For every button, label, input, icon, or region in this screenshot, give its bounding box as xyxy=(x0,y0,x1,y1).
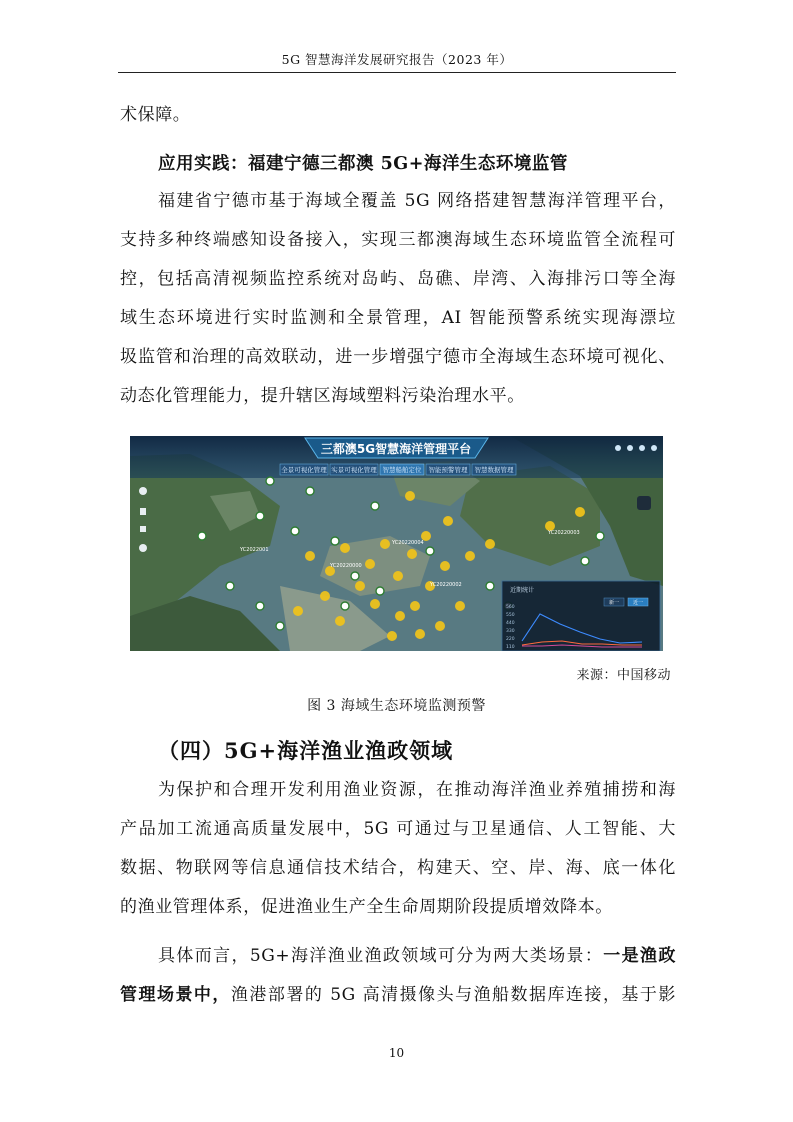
fishery-line-3: 数据、物联网等信息通信技术结合，构建天、空、岸、海、底一体化 xyxy=(120,858,676,878)
home-icon[interactable] xyxy=(615,445,621,451)
grid-view-icon[interactable] xyxy=(637,496,651,510)
case-heading: 应用实践：福建宁德三都澳 5G+海洋生态环境监管 xyxy=(158,154,568,174)
scenario-line-1-text: 具体而言，5G+海洋渔业渔政领域可分为两大类场景： xyxy=(158,946,604,966)
map-label-4: YC20220003 xyxy=(548,530,580,536)
lead-paragraph xyxy=(120,96,676,135)
stats-panel xyxy=(502,581,660,651)
stats-y-tick-2: 550 xyxy=(506,613,515,618)
scenario-line-2-bold: 管理场景中， xyxy=(120,985,231,1005)
map-label-1: YC20220000 xyxy=(330,563,362,569)
power-icon[interactable] xyxy=(651,445,657,451)
stats-y-tick-4: 330 xyxy=(506,629,515,634)
stats-y-tick-1: 560 xyxy=(506,605,515,610)
map-label-5: YC2022001 xyxy=(240,547,269,553)
fishery-paragraph xyxy=(120,771,676,927)
scenario-line-1-bold: 一是渔政 xyxy=(603,946,676,966)
case-line-2: 支持多种终端感知设备接入，实现三都澳海域生态环境监管全流程可 xyxy=(120,230,676,250)
figure-source: 来源：中国移动 xyxy=(576,668,671,683)
case-line-6: 动态化管理能力，提升辖区海域塑料污染治理水平。 xyxy=(120,386,525,406)
page-header: 5G 智慧海洋发展研究报告（2023 年） xyxy=(281,52,513,67)
figure-caption: 图 3 海域生态环境监测预警 xyxy=(307,698,486,714)
case-line-1: 福建省宁德市基于海域全覆盖 5G 网络搭建智慧海洋管理平台， xyxy=(158,191,676,211)
fishery-line-1: 为保护和合理开发利用渔业资源，在推动海洋渔业养殖捕捞和海 xyxy=(158,780,676,800)
scenario-line-1 xyxy=(120,937,676,976)
user-icon[interactable] xyxy=(639,445,645,451)
edit-icon[interactable] xyxy=(140,508,146,515)
stats-y-tick-3: 440 xyxy=(506,621,515,626)
page-number: 10 xyxy=(388,1046,405,1060)
fishery-line-4: 的渔业管理体系，促进渔业生产全生命周期阶段提质增效降本。 xyxy=(120,897,613,917)
measure-icon[interactable] xyxy=(140,526,146,532)
stats-panel-title: 近期统计 xyxy=(510,587,535,594)
scenario-line-2-text: 渔港部署的 5G 高清摄像头与渔船数据库连接，基于影 xyxy=(230,985,676,1005)
case-line-4: 域生态环境进行实时监测和全景管理，AI 智能预警系统实现海漂垃 xyxy=(120,308,676,328)
scenario-line-2 xyxy=(120,976,676,1015)
scenario-paragraph xyxy=(120,937,676,1015)
stats-y-tick-5: 220 xyxy=(506,637,515,642)
settings-icon[interactable] xyxy=(627,445,633,451)
tab-live-label: 实景可视化管理 xyxy=(331,466,377,474)
lead-line: 术保障。 xyxy=(120,105,191,125)
case-line-5: 圾监管和治理的高效联动，进一步增强宁德市全海域生态环境可视化、 xyxy=(120,347,676,367)
locate-icon[interactable] xyxy=(139,544,147,552)
platform-title: 三都澳5G智慧海洋管理平台 xyxy=(320,442,472,456)
case-line-3: 控，包括高清视频监控系统对岛屿、岛礁、岸湾、入海排污口等全海 xyxy=(120,269,676,289)
stats-button-1-label: 新一 xyxy=(608,600,620,606)
platform-map xyxy=(130,436,663,651)
section-heading: （四）5G+海洋渔业渔政领域 xyxy=(158,738,454,763)
fishery-line-2: 产品加工流通高质量发展中，5G 可通过与卫星通信、人工智能、大 xyxy=(120,819,676,839)
tab-ship-label: 智慧船舶定位 xyxy=(382,466,422,474)
header-rule xyxy=(118,72,676,73)
map-label-2: YC20220004 xyxy=(392,540,424,546)
case-paragraph xyxy=(120,182,676,416)
tab-alert-label: 智能预警管理 xyxy=(428,466,468,474)
platform-screenshot-figure xyxy=(130,436,663,651)
tab-data-label: 智慧数据管理 xyxy=(474,466,514,474)
tab-panorama-label: 全景可视化管理 xyxy=(281,466,327,474)
layer-icon[interactable] xyxy=(139,487,147,495)
stats-button-2-label: 近一 xyxy=(632,600,644,606)
map-label-3: YC20220002 xyxy=(430,582,462,588)
stats-y-tick-6: 110 xyxy=(506,645,515,650)
